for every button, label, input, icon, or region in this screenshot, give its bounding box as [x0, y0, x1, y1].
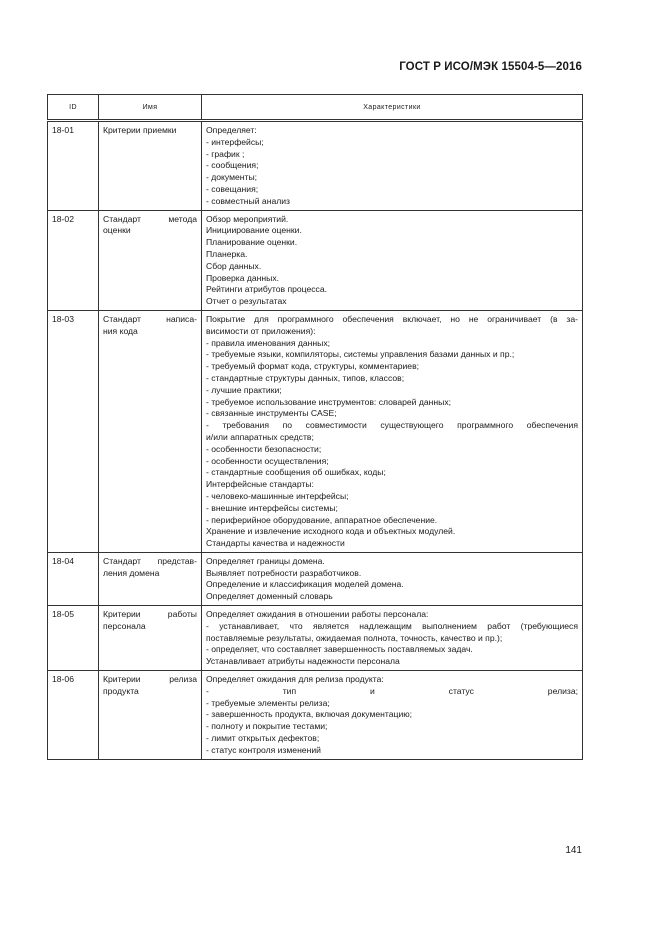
characteristic-line: Рейтинги атрибутов процесса. — [206, 284, 328, 295]
row-name-line: Стандарт представ- — [103, 555, 197, 566]
characteristic-line: - полноту и покрытие тестами; — [206, 721, 328, 732]
column-header-id: ID — [48, 95, 99, 121]
row-name-line: ления домена — [103, 567, 160, 578]
row-name-line: ния кода — [103, 325, 138, 336]
table-row — [48, 671, 583, 760]
row-name-line: Критерии релиза — [103, 674, 197, 685]
row-name — [99, 210, 202, 310]
characteristic-line: Покрытие для программного обеспечения включает, но не ограничивает (в за- — [206, 313, 578, 324]
characteristic-line: - внешние интерфейсы системы; — [206, 502, 338, 513]
characteristic-line: - правила именования данных; — [206, 337, 331, 348]
row-id: 18-06 — [48, 671, 99, 760]
characteristic-line: - документы; — [206, 172, 258, 183]
column-header-characteristics: Характеристики — [202, 95, 583, 121]
characteristic-line: - особенности безопасности; — [206, 443, 322, 454]
characteristic-line: - периферийное оборудование, аппаратное обеспечение. — [206, 514, 438, 525]
characteristic-line: поставляемые результаты, ожидаемая полнота, точность, качество и пр.); — [206, 632, 503, 643]
row-id: 18-02 — [48, 210, 99, 310]
characteristic-line: - интерфейсы; — [206, 136, 264, 147]
characteristic-line: - требуемые элементы релиза; — [206, 697, 330, 708]
row-name-line: Критерии приемки — [103, 125, 177, 135]
characteristic-line: - лимит открытых дефектов; — [206, 733, 320, 744]
row-characteristics — [202, 606, 583, 671]
characteristic-line: Стандарты качества и надежности — [206, 538, 345, 549]
document-code: ГОСТ Р ИСО/МЭК 15504-5—2016 — [399, 61, 582, 73]
characteristic-line: - статус контроля изменений — [206, 744, 321, 755]
table-header-row — [48, 95, 583, 121]
row-name — [99, 121, 202, 211]
characteristic-line: - совещания; — [206, 183, 259, 194]
characteristic-line: - определяет, что составляет завершенность поставляемых задач. — [206, 644, 473, 655]
row-name-line: персонала — [103, 620, 146, 631]
row-characteristics — [202, 310, 583, 552]
characteristic-line: - человеко-машинные интерфейсы; — [206, 490, 349, 501]
row-name — [99, 310, 202, 552]
characteristic-line: Определяет ожидания в отношении работы персонала: — [206, 609, 429, 620]
row-id: 18-05 — [48, 606, 99, 671]
characteristic-line: Определяет границы домена. — [206, 555, 325, 566]
characteristic-line: - требуемое использование инструментов: словарей данных; — [206, 396, 452, 407]
characteristic-line: Сбор данных. — [206, 260, 262, 271]
characteristic-line: Инициирование оценки. — [206, 225, 302, 236]
characteristic-line: - особенности осуществления; — [206, 455, 329, 466]
characteristic-line: - завершенность продукта, включая документацию; — [206, 709, 413, 720]
row-name — [99, 606, 202, 671]
characteristic-line: - устанавливает, что является надлежащим выполнением работ (требующиеся — [206, 620, 578, 631]
characteristic-line: - тип и статус релиза; — [206, 685, 578, 696]
table-row — [48, 310, 583, 552]
characteristic-line: Хранение и извлечение исходного кода и объектных модулей. — [206, 526, 456, 537]
characteristic-line: Определяет доменный словарь — [206, 591, 333, 602]
characteristic-line: Отчет о результатах — [206, 296, 287, 307]
table-row — [48, 210, 583, 310]
row-characteristics — [202, 210, 583, 310]
table-row — [48, 121, 583, 211]
row-id: 18-01 — [48, 121, 99, 211]
row-id: 18-04 — [48, 552, 99, 605]
row-name — [99, 552, 202, 605]
row-name-line: Критерии работы — [103, 609, 197, 620]
table-row — [48, 552, 583, 605]
row-characteristics — [202, 552, 583, 605]
row-characteristics — [202, 671, 583, 760]
characteristic-line: - требуемые языки, компиляторы, системы управления базами данных и пр.; — [206, 349, 515, 360]
page-number: 141 — [565, 845, 582, 856]
characteristic-line: Определяет: — [206, 125, 257, 135]
characteristics-table — [47, 94, 583, 760]
table-row — [48, 606, 583, 671]
characteristic-line: висимости от приложения): — [206, 325, 316, 336]
characteristic-line: - сообщения; — [206, 160, 259, 171]
row-name-line: оценки — [103, 225, 131, 236]
characteristic-line: - график ; — [206, 148, 245, 159]
characteristic-line: - требуемый формат кода, структуры, комментариев; — [206, 361, 420, 372]
column-header-name: Имя — [99, 95, 202, 121]
characteristic-line: Планирование оценки. — [206, 237, 298, 248]
characteristic-line: - требования по совместимости существующего программного обеспечения — [206, 420, 578, 431]
characteristic-line: - связанные инструменты CASE; — [206, 408, 337, 419]
characteristic-line: Определяет ожидания для релиза продукта: — [206, 674, 384, 685]
characteristic-line: Устанавливает атрибуты надежности персонала — [206, 656, 400, 667]
characteristic-line: - стандартные сообщения об ошибках, коды; — [206, 467, 386, 478]
characteristic-line: - стандартные структуры данных, типов, классов; — [206, 372, 405, 383]
characteristic-line: Планерка. — [206, 248, 248, 259]
characteristic-line: Обзор мероприятий. — [206, 213, 289, 224]
characteristic-line: Интерфейсные стандарты: — [206, 479, 314, 490]
row-name-line: продукта — [103, 685, 139, 696]
characteristic-line: Выявляет потребности разработчиков. — [206, 567, 362, 578]
characteristic-line: Определение и классификация моделей домена. — [206, 579, 404, 590]
row-characteristics — [202, 121, 583, 211]
row-id: 18-03 — [48, 310, 99, 552]
row-name-line: Стандарт метода — [103, 213, 197, 224]
characteristic-line: - совместный анализ — [206, 195, 290, 206]
row-name-line: Стандарт написа- — [103, 313, 197, 324]
row-name — [99, 671, 202, 760]
characteristic-line: и/или аппаратных средств; — [206, 431, 314, 442]
characteristic-line: Проверка данных. — [206, 272, 280, 283]
characteristic-line: - лучшие практики; — [206, 384, 282, 395]
